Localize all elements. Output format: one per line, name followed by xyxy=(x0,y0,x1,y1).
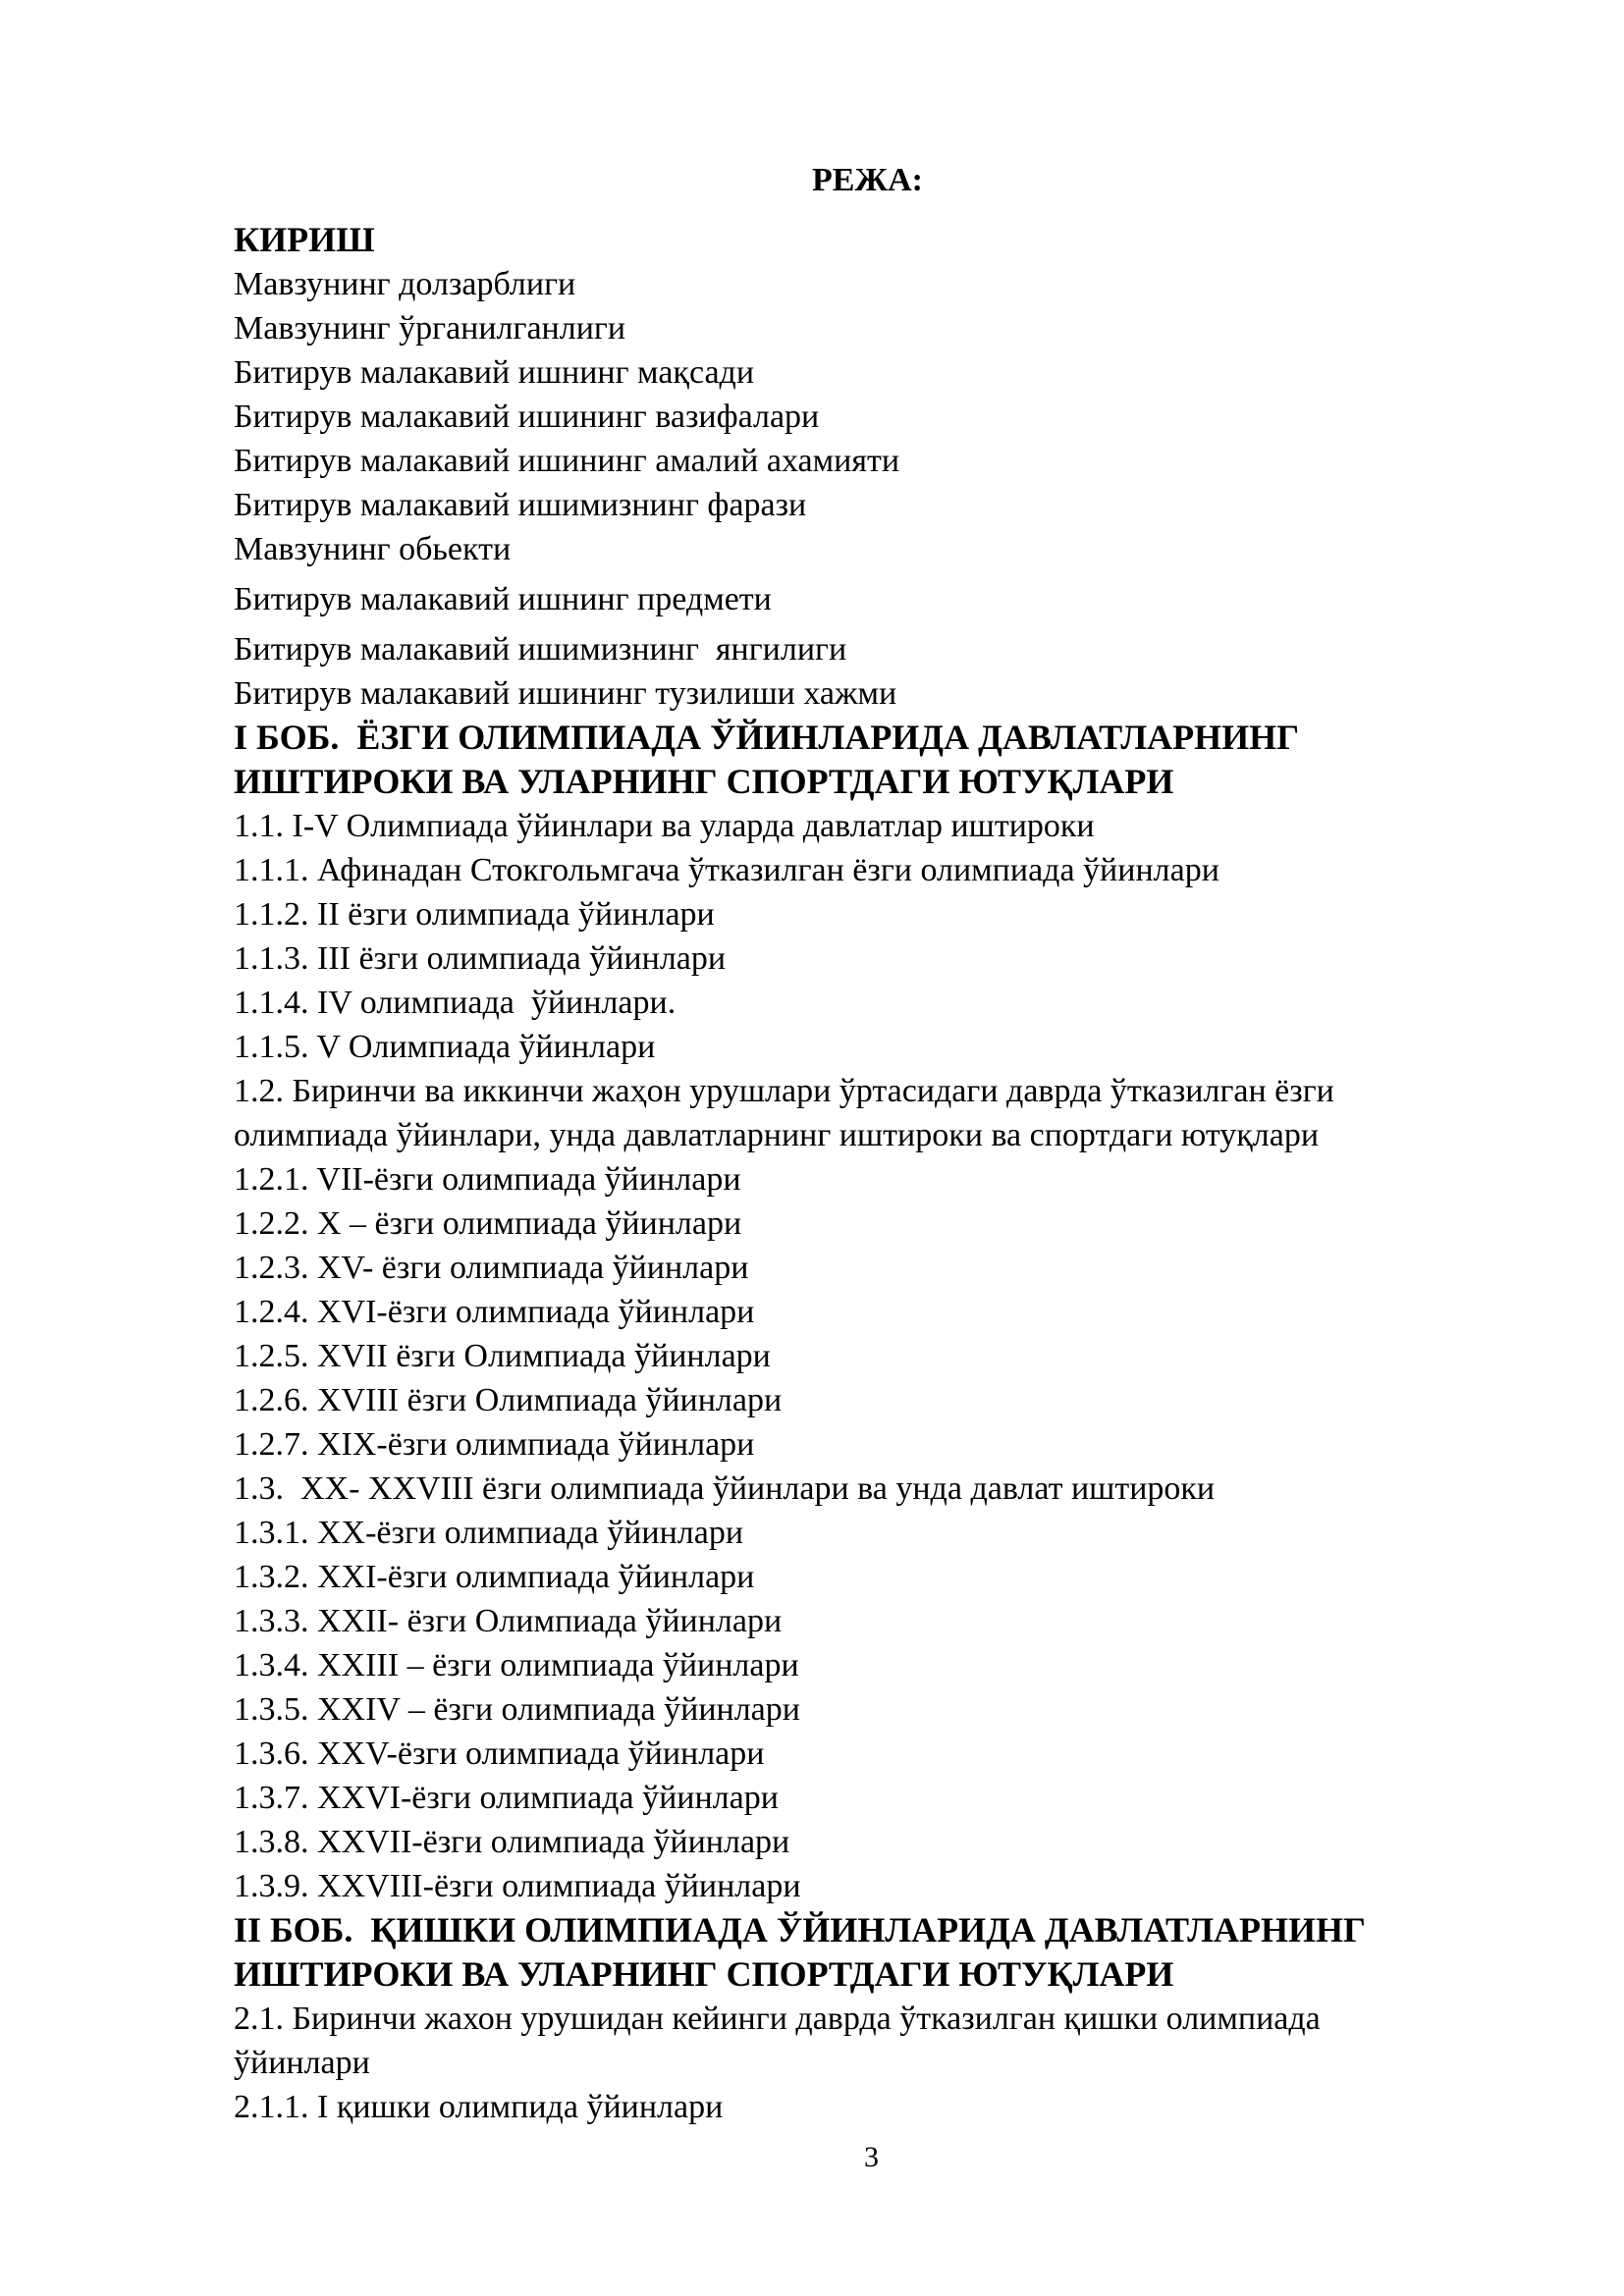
list-item: Битирув малакавий ишимизнинг янгилиги xyxy=(234,631,847,667)
list-item: Битирув малакавий ишнинг предмети xyxy=(234,581,772,617)
list-item: 1.3.5. XXIV – ёзги олимпиада ўйинлари xyxy=(234,1691,800,1728)
list-item: Битирув малакавий ишимизнинг фарази xyxy=(234,487,807,523)
list-item: 1.3.2. XXI-ёзги олимпиада ўйинлари xyxy=(234,1559,755,1595)
list-item: 2.1. Биринчи жахон урушидан кейинги даврда ўтказилган қишки олимпиада xyxy=(234,2001,1321,2037)
list-item: 2.1.1. I қишки олимпида ўйинлари xyxy=(234,2089,724,2125)
list-item: 1.3.8. XXVII-ёзги олимпиада ўйинлари xyxy=(234,1824,790,1860)
list-item: 1.3.4. XXIII – ёзги олимпиада ўйинлари xyxy=(234,1647,799,1683)
table-of-contents xyxy=(234,218,1549,2129)
page-number: 3 xyxy=(864,2141,879,2173)
list-item: 1.1.5. V Олимпиада ўйинлари xyxy=(234,1029,656,1065)
list-item: 1.2.6. XVIII ёзги Олимпиада ўйинлари xyxy=(234,1382,783,1418)
chapter1-title-line1: I БОБ. ЁЗГИ ОЛИМПИАДА ЎЙИНЛАРИДА ДАВЛАТЛАРНИНГ xyxy=(234,718,1300,757)
list-item: 1.3.3. XXII- ёзги Олимпиада ўйинлари xyxy=(234,1603,783,1639)
list-item: ўйинлари xyxy=(234,2045,370,2081)
list-item: Битирув малакавий ишнинг мақсади xyxy=(234,354,755,391)
list-item: 1.2.1. VII-ёзги олимпиада ўйинлари xyxy=(234,1161,741,1198)
page-heading: РЕЖА: xyxy=(812,162,923,198)
list-item: 1.2.7. XIX-ёзги олимпиада ўйинлари xyxy=(234,1426,755,1463)
list-item: олимпиада ўйинлари, унда давлатларнинг иштироки ва спортдаги ютуқлари xyxy=(234,1117,1320,1153)
list-item: 1.3. XX- XXVIII ёзги олимпиада ўйинлари ва унда давлат иштироки xyxy=(234,1470,1216,1507)
list-item: Битирув малакавий ишининг тузилиши хажми xyxy=(234,675,897,712)
list-item: Мавзунинг долзарблиги xyxy=(234,266,576,302)
list-item: Мавзунинг обьекти xyxy=(234,531,512,567)
chapter1-title-line2: ИШТИРОКИ ВА УЛАРНИНГ СПОРТДАГИ ЮТУҚЛАРИ xyxy=(234,762,1174,801)
list-item: 1.2.5. XVII ёзги Олимпиада ўйинлари xyxy=(234,1338,771,1374)
list-item: 1.2.3. XV- ёзги олимпиада ўйинлари xyxy=(234,1250,749,1286)
list-item: 1.1.1. Афинадан Стокгольмгача ўтказилган ёзги олимпиада ўйинлари xyxy=(234,852,1219,888)
list-item: 1.3.6. XXV-ёзги олимпиада ўйинлари xyxy=(234,1735,765,1772)
list-item: 1.1.2. II ёзги олимпиада ўйинлари xyxy=(234,896,715,933)
list-item: 1.2. Биринчи ва иккинчи жаҳон урушлари ўртасидаги даврда ўтказилган ёзги xyxy=(234,1073,1334,1109)
list-item: 1.2.2. X – ёзги олимпиада ўйинлари xyxy=(234,1205,742,1242)
list-item: 1.3.9. XXVIII-ёзги олимпиада ўйинлари xyxy=(234,1868,801,1904)
list-item: 1.1. I-V Олимпиада ўйинлари ва уларда давлатлар иштироки xyxy=(234,808,1095,844)
list-item: Битирув малакавий ишининг амалий ахамияти xyxy=(234,443,900,479)
list-item: 1.3.1. XX-ёзги олимпиада ўйинлари xyxy=(234,1515,744,1551)
list-item: 1.3.7. XXVI-ёзги олимпиада ўйинлари xyxy=(234,1780,779,1816)
chapter2-title-line1: II БОБ. ҚИШКИ ОЛИМПИАДА ЎЙИНЛАРИДА ДАВЛАТЛАРНИНГ xyxy=(234,1910,1366,1949)
intro-title: КИРИШ xyxy=(234,220,375,259)
list-item: Битирув малакавий ишининг вазифалари xyxy=(234,399,820,435)
list-item: 1.1.4. IV олимпиада ўйинлари. xyxy=(234,985,677,1021)
list-item: 1.2.4. XVI-ёзги олимпиада ўйинлари xyxy=(234,1294,755,1330)
chapter2-title-line2: ИШТИРОКИ ВА УЛАРНИНГ СПОРТДАГИ ЮТУҚЛАРИ xyxy=(234,1954,1174,1994)
list-item: 1.1.3. III ёзги олимпиада ўйинлари xyxy=(234,940,727,977)
list-item: Мавзунинг ўрганилганлиги xyxy=(234,310,626,347)
